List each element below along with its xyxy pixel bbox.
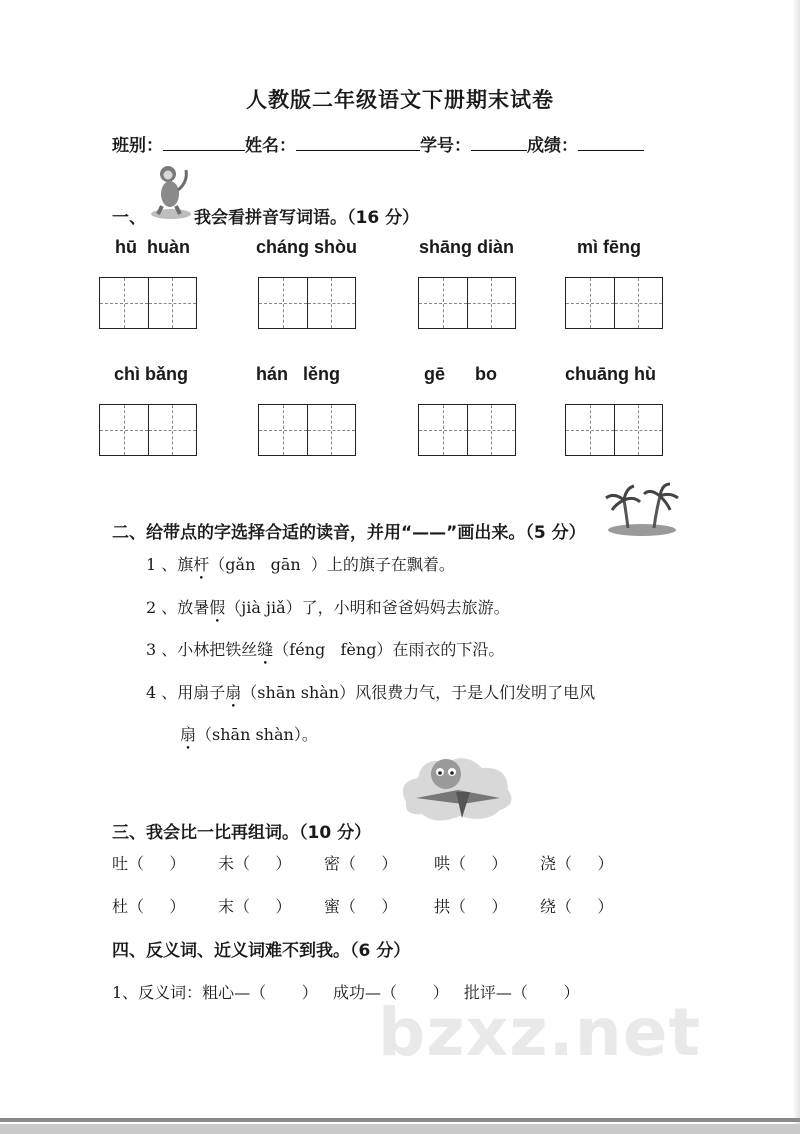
dotted-char: 假 [209, 598, 226, 617]
id-blank[interactable] [471, 136, 527, 151]
exam-title: 人教版二年级语文下册期末试卷 [246, 88, 554, 112]
pinyin-chuang-hu: chuāng hù [565, 364, 656, 384]
compare-item: 蜜（ ） [324, 897, 398, 916]
question-2-4: 4 、用扇子扇（shān shàn）风很费力气，于是人们发明了电风 [146, 683, 596, 702]
score-label: 成绩： [527, 136, 578, 156]
antonym-line: 1、反义词：粗心—（ ） 成功—（ ） 批评—（ ） [112, 983, 580, 1002]
question-2-3: 3 、小林把铁丝缝（féng fèng）在雨衣的下沿。 [146, 640, 505, 659]
pinyin-han-leng: hán lěng [256, 364, 341, 384]
writing-grid[interactable] [99, 404, 197, 456]
dotted-char: 缝 [257, 640, 274, 659]
pinyin-hu-huan: hū huàn [115, 237, 190, 257]
question-2-1: 1 、旗杆（gǎn gān ）上的旗子在飘着。 [146, 555, 455, 574]
score-blank[interactable] [578, 136, 644, 151]
pinyin-chang-shou: cháng shòu [256, 237, 358, 257]
question-2-2: 2 、放暑假（jià jiǎ）了，小明和爸爸妈妈去旅游。 [146, 598, 510, 617]
compare-item: 杜（ ） [112, 897, 186, 916]
section1-index: 一、 [112, 208, 146, 228]
compare-item: 密（ ） [324, 854, 398, 873]
compare-item: 拱（ ） [434, 897, 508, 916]
monkey-illustration [148, 160, 194, 220]
section1-heading: 我会看拼音写词语。（16 分） [194, 208, 420, 228]
section4-heading: 四、反义词、近义词难不到我。（6 分） [112, 941, 411, 961]
compare-item: 浇（ ） [540, 854, 614, 873]
compare-item: 吐（ ） [112, 854, 186, 873]
name-blank[interactable] [296, 136, 420, 151]
writing-grid[interactable] [565, 404, 663, 456]
pinyin-shang-dian: shāng diàn [419, 237, 515, 257]
class-blank[interactable] [163, 136, 245, 151]
palm-island-illustration [604, 482, 680, 538]
compare-item: 未（ ） [218, 854, 292, 873]
page-edge-shadow [792, 0, 800, 1134]
cartoon-cloud-illustration [396, 752, 518, 832]
writing-grid[interactable] [258, 404, 356, 456]
question-2-4-cont: 扇（shān shàn）。 [180, 725, 318, 744]
writing-grid[interactable] [258, 277, 356, 329]
section3-heading: 三、我会比一比再组词。（10 分） [112, 823, 372, 843]
dotted-char: 扇 [180, 725, 197, 744]
pinyin-mi-feng: mì fēng [577, 237, 642, 257]
section2-heading: 二、给带点的字选择合适的读音，并用“——”画出来。（5 分） [112, 523, 586, 543]
writing-grid[interactable] [418, 277, 516, 329]
writing-grid[interactable] [418, 404, 516, 456]
dotted-char: 扇 [225, 683, 242, 702]
name-label: 姓名： [245, 136, 296, 156]
page-bottom-border [0, 1118, 800, 1122]
watermark-logo: bzxz.net [378, 994, 702, 1071]
compare-item: 哄（ ） [434, 854, 508, 873]
id-label: 学号： [420, 136, 471, 156]
compare-item: 绕（ ） [540, 897, 614, 916]
viewer-bottom-strip [0, 1124, 800, 1134]
pinyin-ge-bo: gē bo [424, 364, 498, 384]
dotted-char: 杆 [193, 555, 210, 574]
compare-item: 末（ ） [218, 897, 292, 916]
student-info-line [112, 131, 644, 156]
class-label: 班别： [112, 136, 163, 156]
pinyin-chi-bang: chì bǎng [114, 364, 189, 384]
writing-grid[interactable] [565, 277, 663, 329]
writing-grid[interactable] [99, 277, 197, 329]
